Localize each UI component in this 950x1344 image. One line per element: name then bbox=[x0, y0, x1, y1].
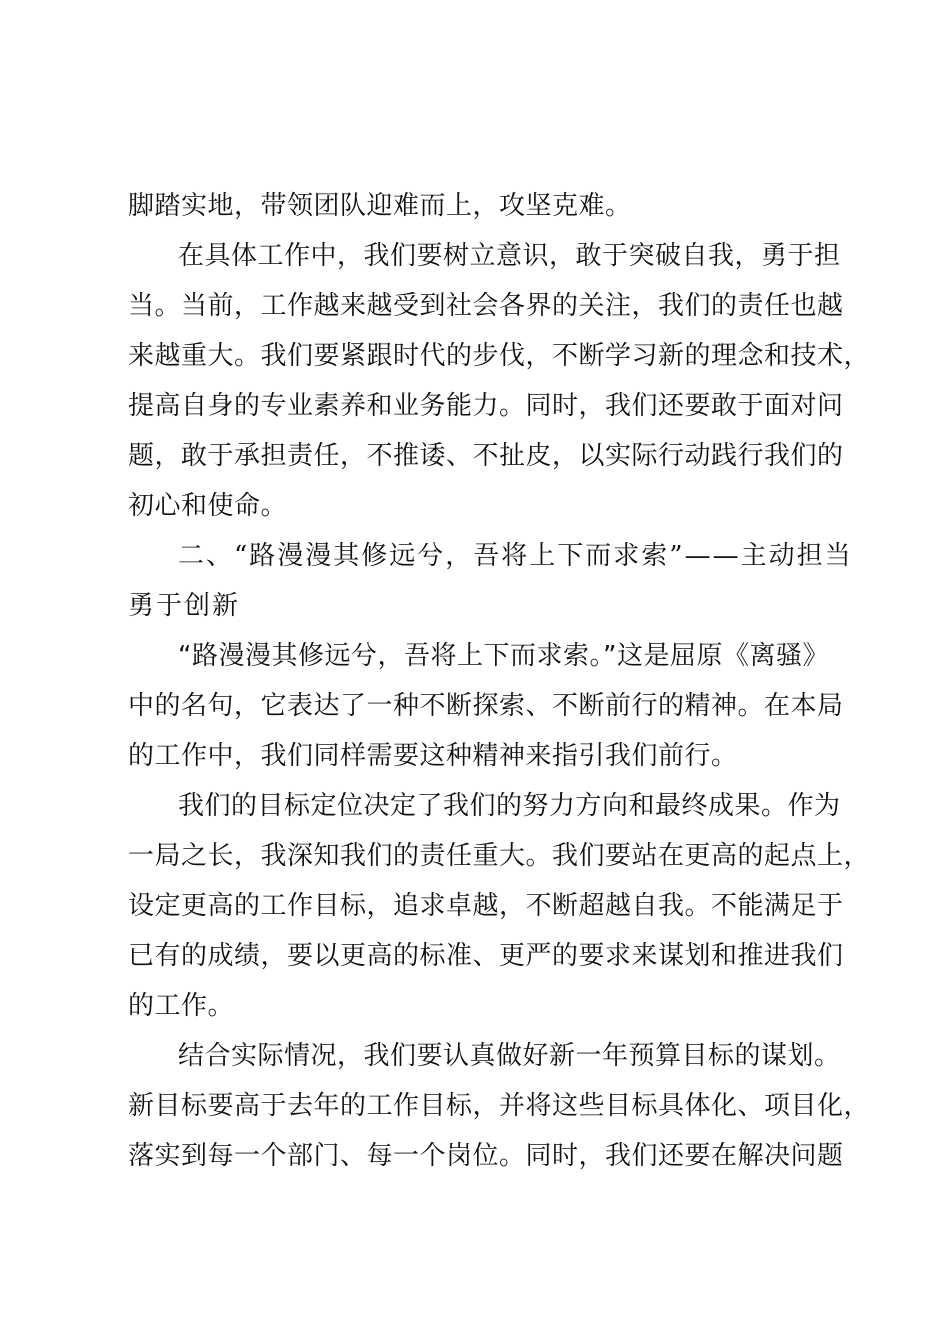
text-line: 设定更高的工作目标，追求卓越，不断超越自我。不能满足于 bbox=[128, 891, 844, 921]
text-line: “路漫漫其修远兮，吾将上下而求索。”这是屈原《离骚》 bbox=[178, 641, 829, 671]
text-line: 落实到每一个部门、每一个岗位。同时，我们还要在解决问题 bbox=[128, 1141, 844, 1171]
text-line: 初心和使命。 bbox=[128, 491, 288, 521]
text-line: 题，敢于承担责任，不推诿、不扯皮，以实际行动践行我们的 bbox=[128, 441, 844, 471]
text-line: 的工作中，我们同样需要这种精神来指引我们前行。 bbox=[128, 741, 738, 771]
text-line: 我们的目标定位决定了我们的努力方向和最终成果。作为 bbox=[178, 791, 841, 821]
text-line: 结合实际情况，我们要认真做好新一年预算目标的谋划。 bbox=[178, 1041, 841, 1071]
text-line: 当。当前，工作越来越受到社会各界的关注，我们的责任也越 bbox=[128, 291, 844, 321]
text-line: 的工作。 bbox=[128, 991, 235, 1021]
text-line: 脚踏实地，带领团队迎难而上，攻坚克难。 bbox=[128, 191, 632, 221]
section-heading-continued: 勇于创新 bbox=[128, 591, 241, 621]
section-heading: 二、“路漫漫其修远兮，吾将上下而求索”——主动担当 bbox=[178, 541, 853, 571]
text-line: 提高自身的专业素养和业务能力。同时，我们还要敢于面对问 bbox=[128, 391, 844, 421]
text-line: 一局之长，我深知我们的责任重大。我们要站在更高的起点上， bbox=[128, 841, 871, 871]
text-line: 在具体工作中，我们要树立意识，敢于突破自我，勇于担 bbox=[178, 241, 841, 271]
text-line: 来越重大。我们要紧跟时代的步伐，不断学习新的理念和技术， bbox=[128, 341, 871, 371]
text-line: 已有的成绩，要以更高的标准、更严的要求来谋划和推进我们 bbox=[128, 941, 844, 971]
text-line: 新目标要高于去年的工作目标，并将这些目标具体化、项目化， bbox=[128, 1091, 871, 1121]
text-line: 中的名句，它表达了一种不断探索、不断前行的精神。在本局 bbox=[128, 691, 844, 721]
